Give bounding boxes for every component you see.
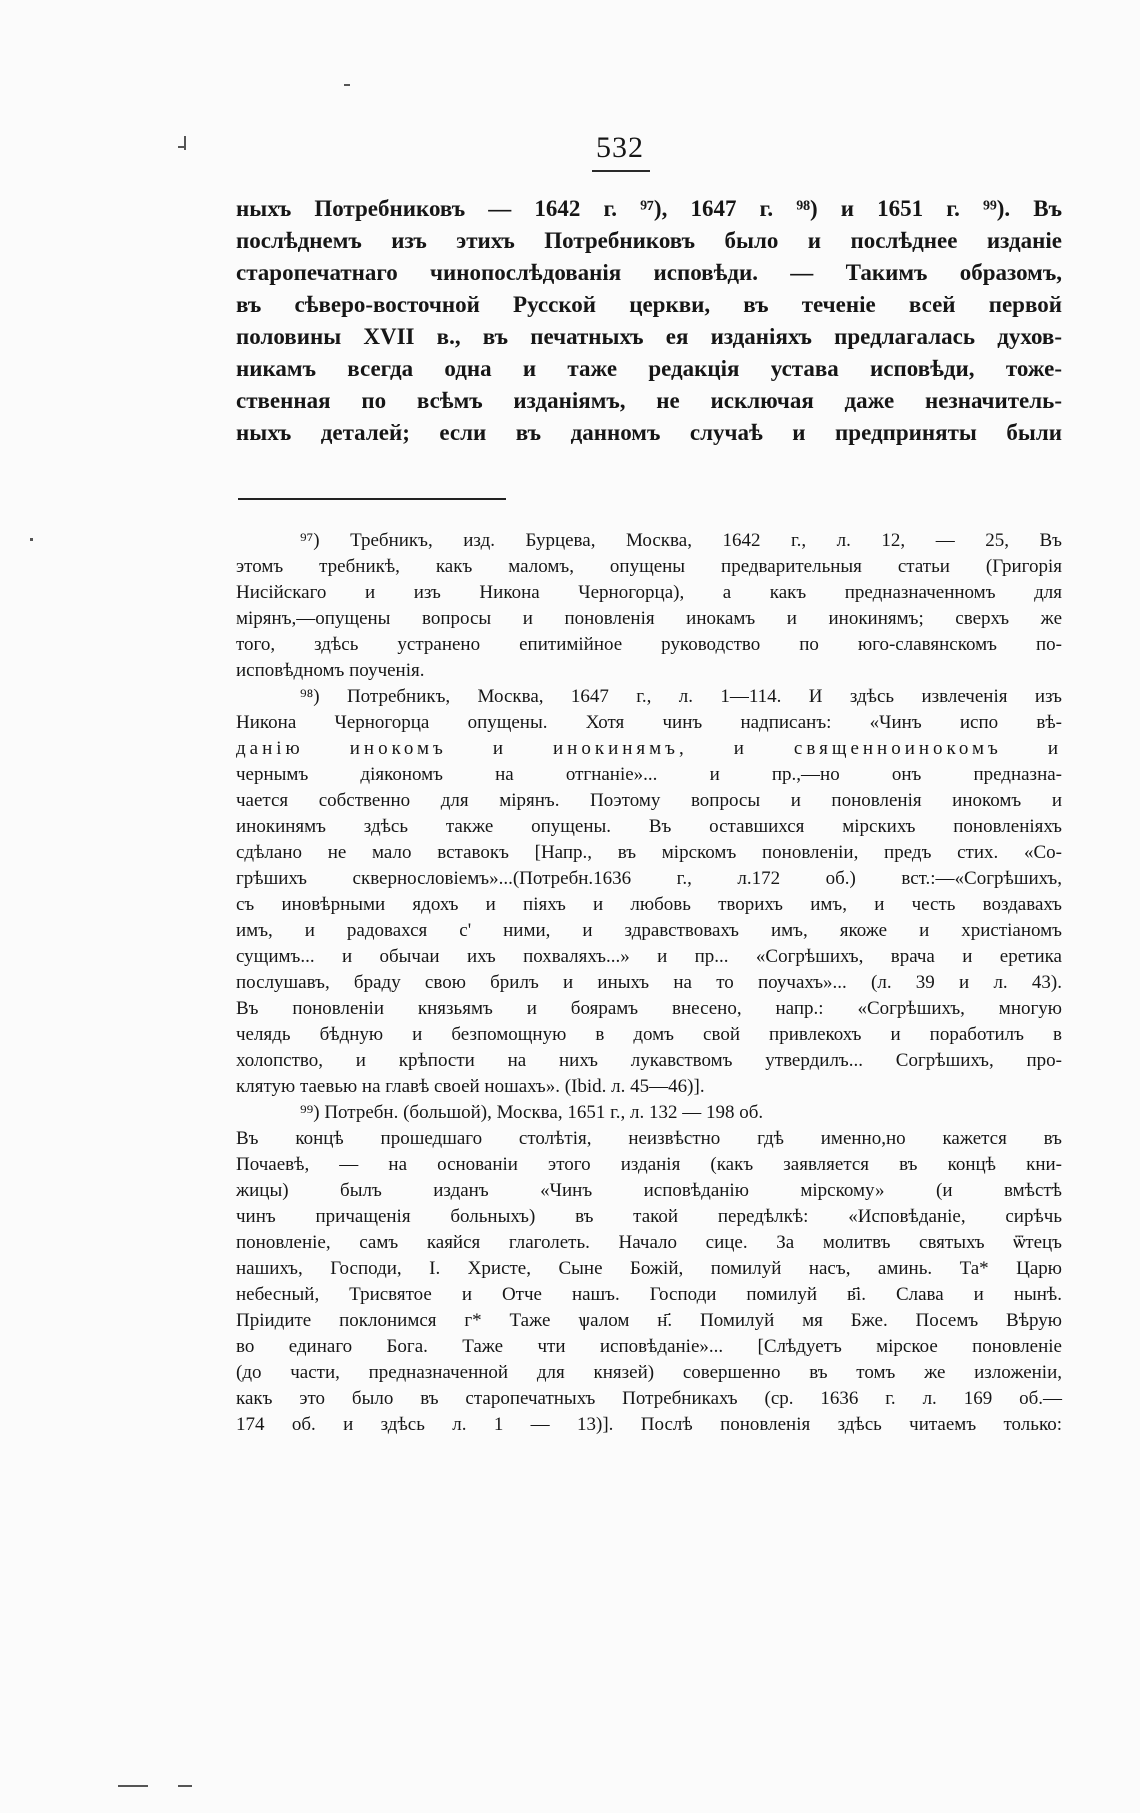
main-text-line: въ сѣверо-восточной Русской церкви, въ теченіе всей первой <box>236 292 1062 317</box>
footnote-97-line: ⁹⁷) Требникъ, изд. Бурцева, Москва, 1642 г., л. 12, — 25, Въ <box>300 530 1062 551</box>
footnote-99-line: 174 об. и здѣсь л. 1 — 13)]. Послѣ поновленія здѣсь читаемъ только: <box>236 1414 1062 1435</box>
scan-mark <box>118 1785 148 1787</box>
footnote-98-line: клятую таевью на главѣ своей ношахъ». (Ibid. л. 45—46)]. <box>236 1076 705 1097</box>
footnote-98-line: сдѣлано не мало вставокъ [Напр., въ мірскомъ поновленіи, предъ стих. «Со- <box>236 842 1062 863</box>
page-number-underline <box>592 170 650 172</box>
footnote-99-line: Почаевѣ, — на основаніи этого изданія (какъ заявляется въ концѣ кни- <box>236 1154 1062 1175</box>
footnote-98-line: челядь бѣдную и безпомощную в домъ свой привлекохъ и поработилъ в <box>236 1024 1062 1045</box>
footnote-97-line: мірянъ,—опущены вопросы и поновленія инокамъ и инокинямъ; сверхъ же <box>236 608 1062 629</box>
scan-mark <box>178 1785 192 1787</box>
footnote-99-line: Пріидите поклонимся г* Таже ѱалом н҃. Помилуй мя Бже. Посемъ Вѣрую <box>236 1310 1062 1331</box>
footnote-99-line: жицы) былъ изданъ «Чинъ исповѣданію мірскому» (и вмѣстѣ <box>236 1180 1062 1201</box>
footnote-98-line: Никона Черногорца опущены. Хотя чинъ надписанъ: «Чинъ испо вѣ- <box>236 712 1062 733</box>
footnote-98-line: ⁹⁸) Потребникъ, Москва, 1647 г., л. 1—114. И здѣсь извлеченія изъ <box>300 686 1062 707</box>
footnote-98-line: сущимъ... и обычаи ихъ похваляхъ...» и пр... «Согрѣшихъ, врача и еретика <box>236 946 1062 967</box>
footnote-98-line: послушавъ, браду свою брилъ и иныхъ на то поучахъ»... (л. 39 и л. 43). <box>236 972 1062 993</box>
footnote-99-line: чинъ причащенія больныхъ) въ такой передѣлкѣ: «Исповѣданіе, сирѣчь <box>236 1206 1062 1227</box>
scan-mark <box>30 538 33 541</box>
footnote-98-line: чернымъ діякономъ на отгнаніе»... и пр.,—но онъ предназна- <box>236 764 1062 785</box>
footnote-98-line: грѣшихъ сквернословіемъ»...(Потребн.1636 г., л.172 об.) вст.:—«Согрѣшихъ, <box>236 868 1062 889</box>
footnote-99-line: ⁹⁹) Потребн. (большой), Москва, 1651 г., л. 132 — 198 об. <box>300 1102 764 1123</box>
main-text-line: послѣднемъ изъ этихъ Потребниковъ было и послѣднее изданіе <box>236 228 1062 253</box>
footnote-98-line: имъ, и радовахся с' ними, и здравствовахъ имъ, якоже и христіаномъ <box>236 920 1062 941</box>
scan-mark <box>178 146 186 148</box>
footnote-99-line: (до части, предназначенной для князей) совершенно въ томъ же изложеніи, <box>236 1362 1062 1383</box>
main-text-line: никамъ всегда одна и таже редакція устава исповѣди, тоже- <box>236 356 1062 381</box>
footnote-99-line: во единаго Бога. Таже чти исповѣданіе»... [Слѣдуетъ мірское поновленіе <box>236 1336 1062 1357</box>
footnote-98-line: чается собственно для мірянъ. Поэтому вопросы и поновленія инокомъ и <box>236 790 1062 811</box>
footnote-98-line: данію инокомъ и инокинямъ, и священноинокомъ и <box>236 738 1062 759</box>
footnote-98-line: съ иновѣрными ядохъ и піяхъ и любовь творихъ имъ, и честь воздавахъ <box>236 894 1062 915</box>
main-text-line: половины XVII в., въ печатныхъ ея изданіяхъ предлагалась духов- <box>236 324 1062 349</box>
footnote-97-line: Нисійскаго и изъ Никона Черногорца), а какъ предназначенномъ для <box>236 582 1062 603</box>
footnote-98-line: инокинямъ здѣсь также опущены. Въ оставшихся мірскихъ поновленіяхъ <box>236 816 1062 837</box>
main-text-line: ныхъ Потребниковъ — 1642 г. ⁹⁷), 1647 г. ⁹⁸) и 1651 г. ⁹⁹). Въ <box>236 196 1062 221</box>
footnote-98-line: холопство, и крѣпости на нихъ лукавствомъ утвердилъ... Согрѣшихъ, про- <box>236 1050 1062 1071</box>
footnote-97-line: этомъ требникѣ, какъ маломъ, опущены предварительныя статьи (Григорія <box>236 556 1062 577</box>
footnote-97-line: того, здѣсь устранено епитимійное руководство по юго-славянскомъ по- <box>236 634 1062 655</box>
footnote-99-line: Въ концѣ прошедшаго столѣтія, неизвѣстно гдѣ именно,но кажется въ <box>236 1128 1062 1149</box>
footnote-99-line: небесный, Трисвятое и Отче нашъ. Господи помилуй в҃і. Слава и нынѣ. <box>236 1284 1062 1305</box>
footnote-97-line: исповѣдномъ поученія. <box>236 660 425 681</box>
footnote-98-line: Въ поновленіи князьямъ и боярамъ внесено, напр.: «Согрѣшихъ, многую <box>236 998 1062 1019</box>
main-text-line: ственная по всѣмъ изданіямъ, не исключая даже незначитель- <box>236 388 1062 413</box>
main-text-line: старопечатнаго чинопослѣдованія исповѣди. — Такимъ образомъ, <box>236 260 1062 285</box>
page-number: 532 <box>596 131 644 164</box>
footnote-99-line: поновленіе, самъ каяйся глаголеть. Начало сице. За молитвъ святыхъ ѿтецъ <box>236 1232 1062 1253</box>
scan-mark <box>344 84 350 86</box>
footnote-separator <box>238 498 506 500</box>
main-text-line: ныхъ деталей; если въ данномъ случаѣ и предприняты были <box>236 420 1062 445</box>
footnote-99-line: нашихъ, Господи, І. Христе, Сыне Божій, помилуй насъ, аминь. Та* Царю <box>236 1258 1062 1279</box>
footnotes-block <box>236 528 1062 1438</box>
footnote-99-line: какъ это было въ старопечатныхъ Потребникахъ (ср. 1636 г. л. 169 об.— <box>236 1388 1062 1409</box>
main-text-block <box>236 193 1062 449</box>
